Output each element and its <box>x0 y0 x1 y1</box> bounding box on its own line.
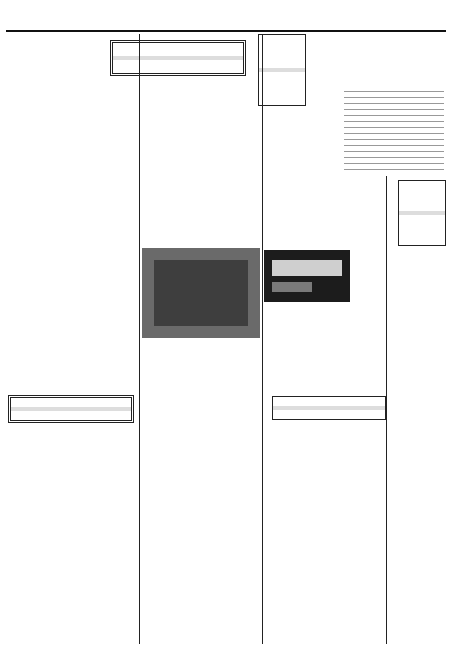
lower-headline-box <box>272 396 386 420</box>
right-column-bottom <box>272 424 384 644</box>
center-column-bottom <box>142 354 266 644</box>
left-column-top <box>8 76 138 386</box>
right-headline-box <box>398 180 446 246</box>
advertisement-grid <box>344 90 444 170</box>
column-rule <box>386 176 388 644</box>
left-section-headline <box>8 395 134 423</box>
column-rule <box>139 34 141 644</box>
news-photo <box>142 248 260 338</box>
lead-headline-box <box>110 40 246 76</box>
masthead <box>6 4 446 32</box>
right-column-top <box>264 110 338 244</box>
center-column-top <box>142 76 254 244</box>
photo-caption <box>142 340 260 350</box>
workers-logo <box>264 250 350 302</box>
far-right-column <box>388 250 444 644</box>
column-rule <box>262 34 264 644</box>
vertical-headline-box <box>258 34 306 106</box>
left-column-mid <box>8 422 138 532</box>
left-column-bottom <box>8 540 138 640</box>
